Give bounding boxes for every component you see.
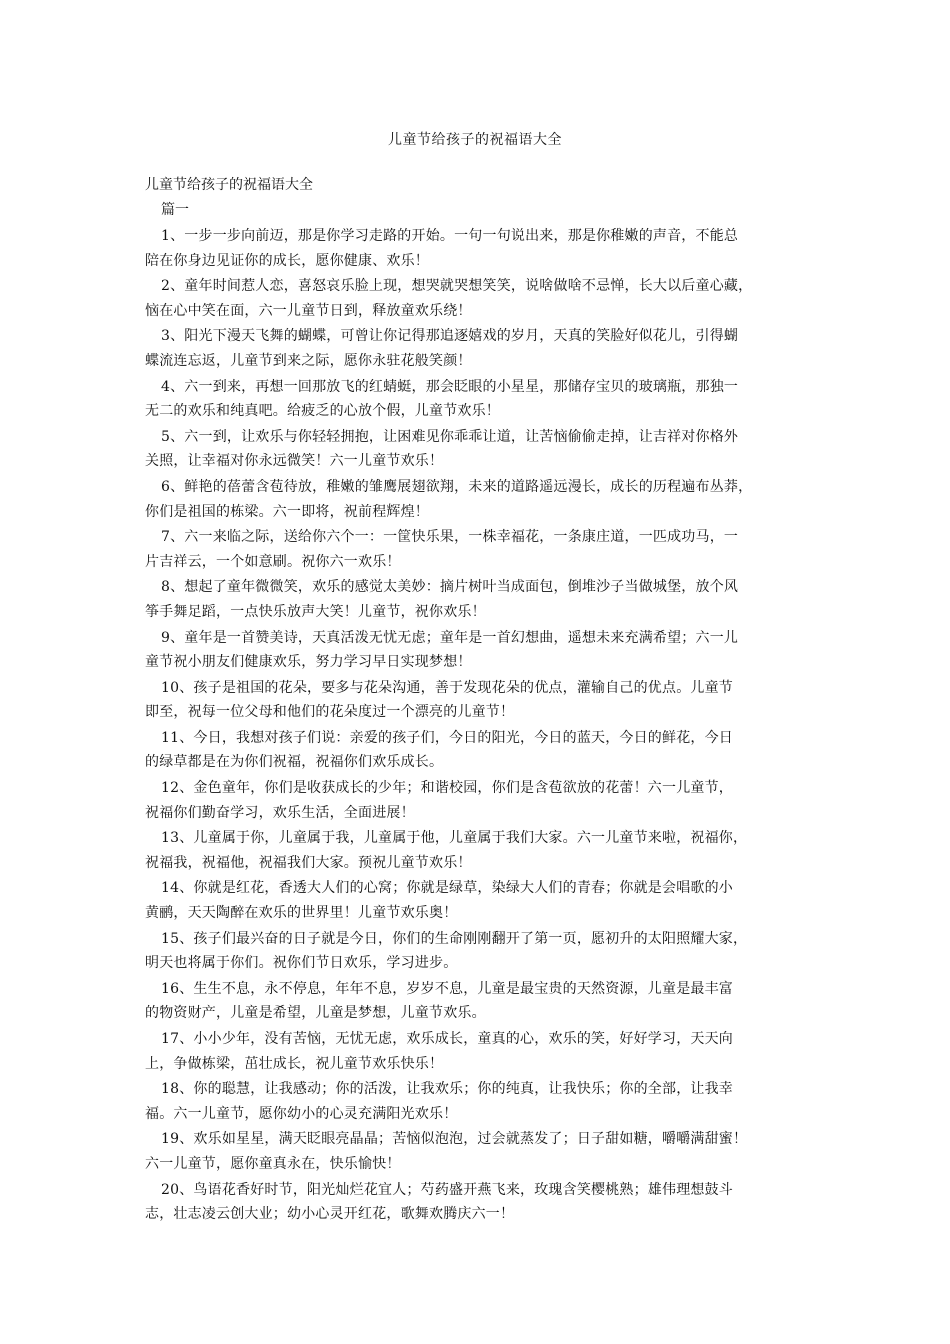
greeting-line: 蝶流连忘返，儿童节到来之际，愿你永驻花般笑颜！ <box>145 352 472 369</box>
greeting-line: 3、阳光下漫天飞舞的蝴蝶，可曾让你记得那追逐嬉戏的岁月，天真的笑脸好似花儿，引得蝴 <box>161 328 739 345</box>
section-label: 篇一 <box>161 202 189 218</box>
greeting-line: 片吉祥云，一个如意刷。祝你六一欢乐！ <box>145 553 401 570</box>
document-subtitle: 儿童节给孩子的祝福语大全 <box>145 177 313 193</box>
greeting-item <box>145 626 820 675</box>
greeting-line: 上，争做栋梁，茁壮成长，祝儿童节欢乐快乐！ <box>145 1055 444 1072</box>
greeting-line: 13、儿童属于你，儿童属于我，儿童属于他，儿童属于我们大家。六一儿童节来啦，祝福你， <box>161 830 748 847</box>
greeting-item <box>145 1027 820 1076</box>
greeting-line: 6、鲜艳的蓓蕾含苞待放，稚嫩的雏鹰展翅欲翔，未来的道路遥远漫长，成长的历程遍布丛莽， <box>161 478 753 495</box>
greeting-line: 18、你的聪慧，让我感动；你的活泼，让我欢乐；你的纯真，让我快乐；你的全部，让我幸 <box>161 1081 734 1098</box>
document-body <box>145 173 820 1227</box>
greeting-line: 10、孩子是祖国的花朵，要多与花朵沟通，善于发现花朵的优点，灌输自己的优点。儿童节 <box>161 679 734 696</box>
greeting-line: 陪在你身边见证你的成长，愿你健康、欢乐！ <box>145 252 429 269</box>
greeting-line: 11、今日，我想对孩子们说：亲爱的孩子们，今日的阳光，今日的蓝天，今日的鲜花，今日 <box>161 729 734 746</box>
greeting-line: 你们是祖国的栋梁。六一即将，祝前程辉煌！ <box>145 503 429 520</box>
greeting-line: 福。六一儿童节，愿你幼小的心灵充满阳光欢乐！ <box>145 1105 458 1122</box>
greeting-item <box>145 274 820 323</box>
greeting-line: 无二的欢乐和纯真吧。给疲乏的心放个假，儿童节欢乐！ <box>145 403 500 420</box>
greeting-line: 志，壮志凌云创大业；幼小心灵开红花，歌舞欢腾庆六一！ <box>145 1206 515 1223</box>
greeting-line: 祝福你们勤奋学习，欢乐生活，全面进展！ <box>145 804 415 821</box>
greeting-item <box>145 876 820 925</box>
greeting-line: 筝手舞足蹈，一点快乐放声大笑！儿童节，祝你欢乐！ <box>145 603 486 620</box>
greeting-line: 8、想起了童年微微笑，欢乐的感觉太美妙：摘片树叶当成面包，倒堆沙子当做城堡，放个风 <box>161 579 739 596</box>
greeting-item <box>145 525 820 574</box>
greeting-item <box>145 776 820 825</box>
greeting-item <box>145 1178 820 1227</box>
greeting-item <box>145 726 820 775</box>
greeting-line: 16、生生不息，永不停息，年年不息，岁岁不息，儿童是最宝贵的天然资源，儿童是最丰富 <box>161 980 734 997</box>
greeting-item <box>145 826 820 875</box>
greeting-item <box>145 1077 820 1126</box>
greeting-line: 4、六一到来，再想一回那放飞的红蜻蜓，那会眨眼的小星星，那储存宝贝的玻璃瓶，那独一 <box>161 378 739 395</box>
greeting-item <box>145 676 820 725</box>
greeting-line: 恼在心中笑在面，六一儿童节日到，释放童欢乐绕！ <box>145 302 472 319</box>
greeting-item <box>145 977 820 1026</box>
greeting-line: 即至，祝每一位父母和他们的花朵度过一个漂亮的儿童节！ <box>145 704 515 721</box>
greeting-line: 2、童年时间惹人恋，喜怒哀乐脸上现，想哭就哭想笑笑，说啥做啥不忌惮，长大以后童心藏， <box>161 278 753 295</box>
greeting-line: 童节祝小朋友们健康欢乐，努力学习早日实现梦想！ <box>145 654 472 671</box>
greeting-item <box>145 425 820 474</box>
greeting-line: 1、一步一步向前迈，那是你学习走路的开始。一句一句说出来，那是你稚嫩的声音，不能总 <box>161 228 739 244</box>
greeting-line: 20、鸟语花香好时节，阳光灿烂花宜人；芍药盛开燕飞来，玫瑰含笑樱桃熟；雄伟理想鼓斗 <box>161 1181 734 1198</box>
greeting-line: 19、欢乐如星星，满天眨眼亮晶晶；苦恼似泡泡，过会就蒸发了；日子甜如糖，嚼嚼满甜蜜！ <box>161 1131 748 1148</box>
greeting-item <box>145 375 820 424</box>
greeting-line: 17、小小少年，没有苦恼，无忧无虑，欢乐成长，童真的心，欢乐的笑，好好学习，天天向 <box>161 1031 734 1047</box>
page-title: 儿童节给孩子的祝福语大全 <box>388 132 562 148</box>
greeting-line: 7、六一来临之际，送给你六个一：一筐快乐果，一株幸福花，一条康庄道，一匹成功马，一 <box>161 529 739 546</box>
greeting-line: 5、六一到，让欢乐与你轻轻拥抱，让困难见你乖乖让道，让苦恼偷偷走掉，让吉祥对你格外 <box>161 428 739 445</box>
greeting-line: 关照，让幸福对你永远微笑！六一儿童节欢乐！ <box>145 453 444 470</box>
greeting-line: 的物资财产，儿童是希望，儿童是梦想，儿童节欢乐。 <box>145 1005 486 1022</box>
greeting-item <box>145 1127 820 1176</box>
greeting-list <box>145 224 820 1227</box>
greeting-line: 六一儿童节，愿你童真永在，快乐愉快！ <box>145 1155 401 1172</box>
greeting-line: 明天也将属于你们。祝你们节日欢乐，学习进步。 <box>145 955 458 972</box>
greeting-line: 12、金色童年，你们是收获成长的少年；和谐校园，你们是含苞欲放的花蕾！六一儿童节， <box>161 780 734 797</box>
greeting-line: 9、童年是一首赞美诗，天真活泼无忧无虑；童年是一首幻想曲，遥想未来充满希望；六一儿 <box>161 629 739 646</box>
greeting-item <box>145 475 820 524</box>
greeting-item <box>145 224 820 273</box>
greeting-item <box>145 927 820 976</box>
greeting-line: 黄鹂，天天陶醉在欢乐的世界里！儿童节欢乐奥！ <box>145 905 458 922</box>
greeting-item <box>145 575 820 624</box>
greeting-line: 15、孩子们最兴奋的日子就是今日，你们的生命刚刚翻开了第一页，愿初升的太阳照耀大家， <box>161 930 748 947</box>
greeting-line: 的绿草都是在为你们祝福，祝福你们欢乐成长。 <box>145 754 444 771</box>
greeting-line: 祝福我，祝福他，祝福我们大家。预祝儿童节欢乐！ <box>145 854 472 871</box>
greeting-item <box>145 324 820 373</box>
greeting-line: 14、你就是红花，香透大人们的心窝；你就是绿草，染绿大人们的青春；你就是会唱歌的小 <box>161 880 734 897</box>
